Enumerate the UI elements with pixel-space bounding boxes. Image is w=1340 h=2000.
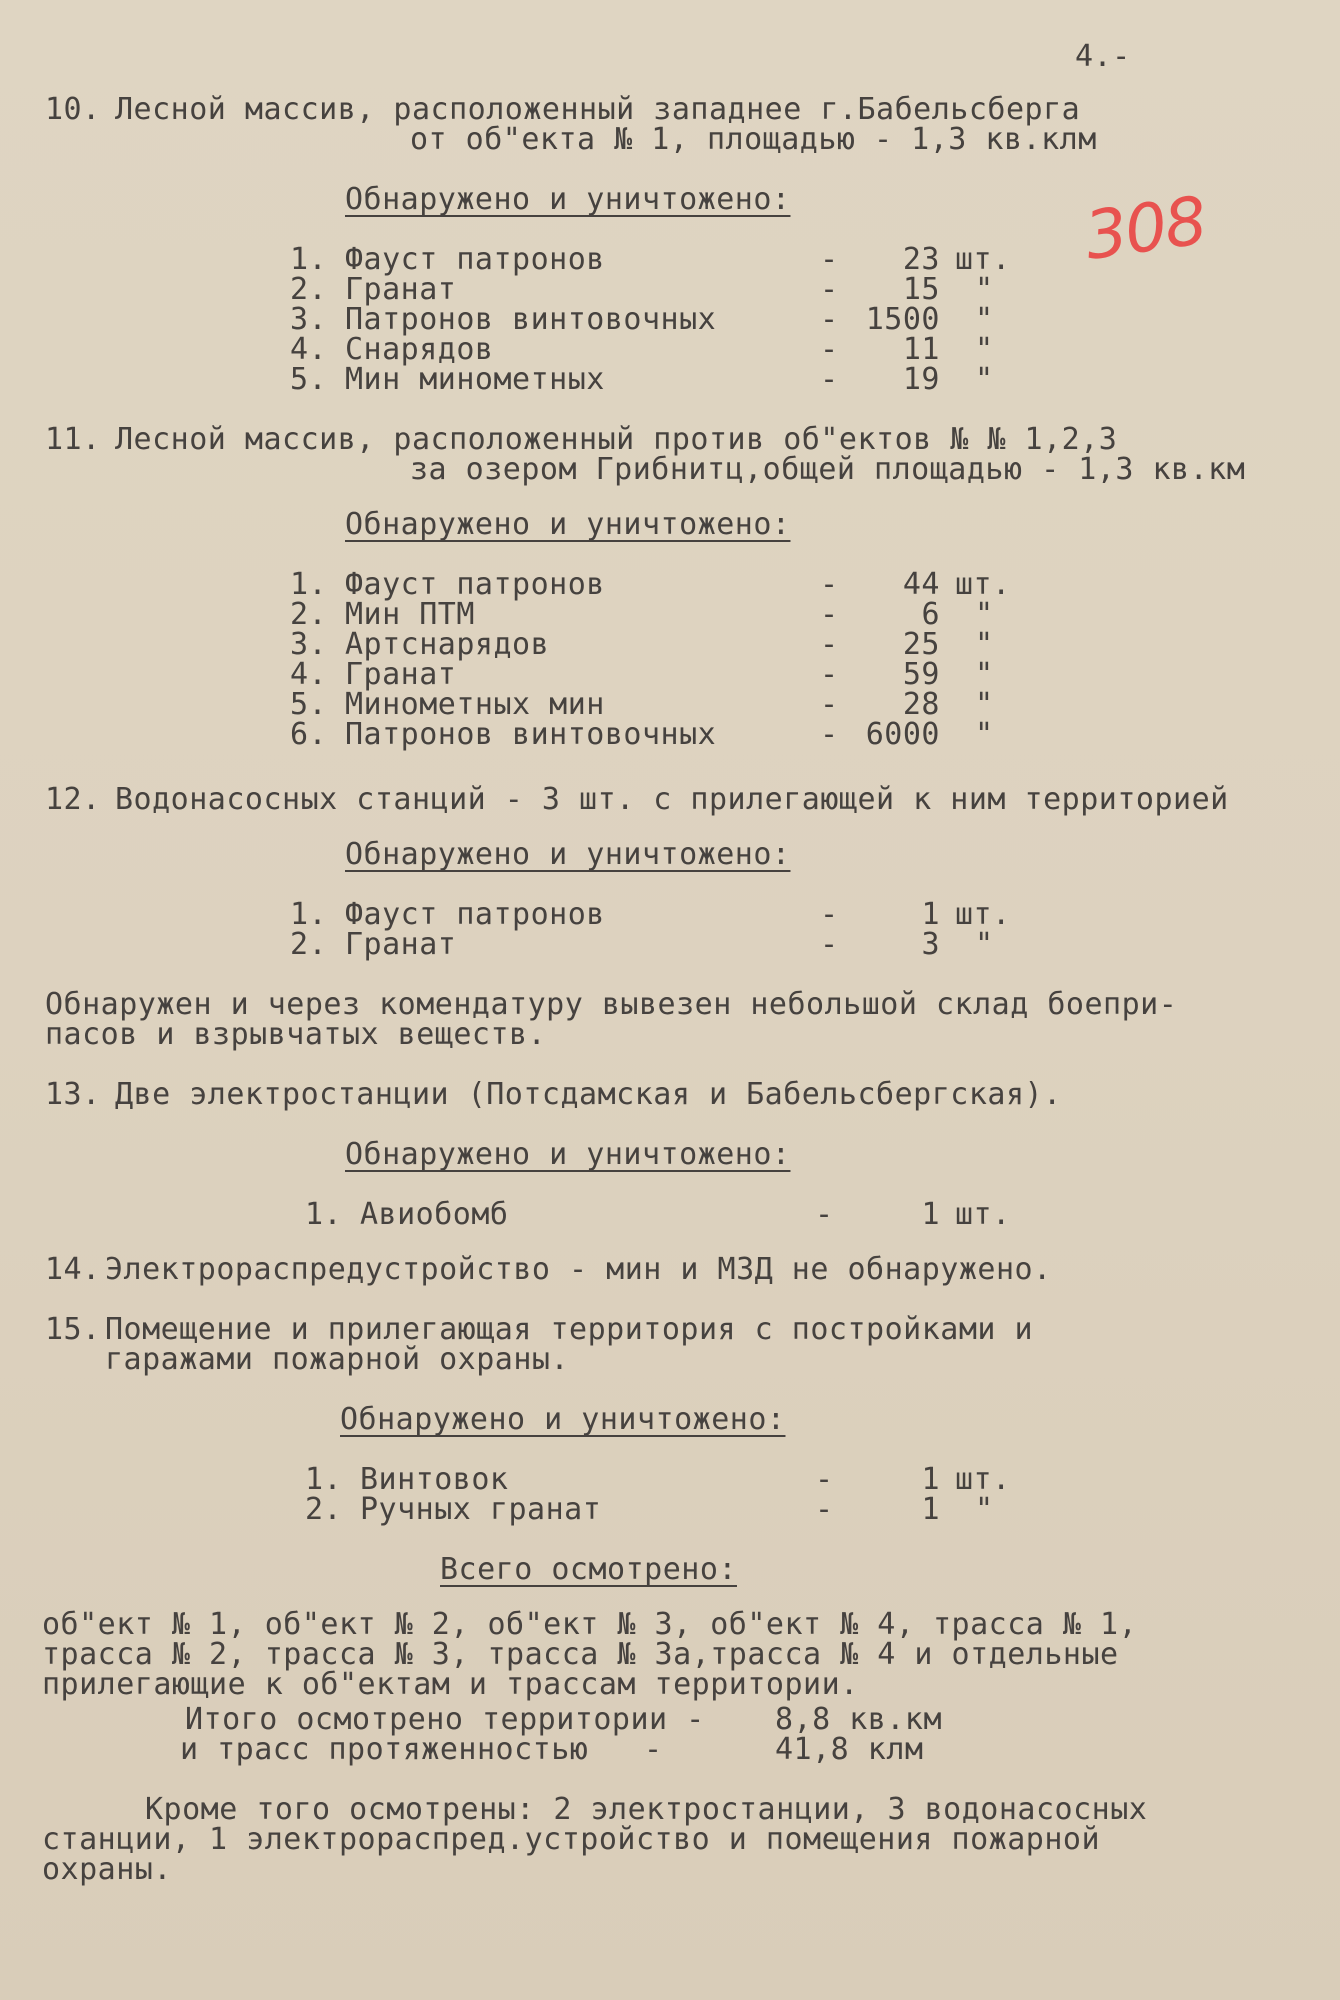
summary-line: прилегающие к об"ектам и трассам территории.	[42, 1667, 859, 1702]
item-qty: 28	[902, 687, 940, 722]
item-name: Артснарядов	[345, 627, 550, 662]
section-heading: Обнаружено и уничтожено:	[345, 1137, 791, 1172]
note-line: пасов и взрывчатых веществ.	[45, 1017, 547, 1052]
item-name: Авиобомб	[360, 1197, 509, 1232]
section-heading: Обнаружено и уничтожено:	[345, 182, 791, 217]
total-length-label: и трасс протяженностью -	[180, 1732, 663, 1767]
item-dash: -	[820, 657, 839, 692]
item-dash: -	[820, 302, 839, 337]
item-unit: "	[975, 687, 994, 722]
item-number: 2.	[305, 1492, 343, 1527]
item-name: Патронов винтовочных	[345, 717, 717, 752]
item-dash: -	[820, 362, 839, 397]
total-length-value: 41,8 клм	[775, 1732, 924, 1767]
item-dash: -	[820, 927, 839, 962]
item-qty: 1	[921, 897, 940, 932]
item-unit: "	[975, 362, 994, 397]
section-title-line: гаражами пожарной охраны.	[105, 1342, 570, 1377]
item-number: 1.	[305, 1197, 343, 1232]
item-name: Патронов винтовочных	[345, 302, 717, 337]
item-dash: -	[820, 272, 839, 307]
item-name: Фауст патронов	[345, 242, 605, 277]
section-title-line: Лесной массив, расположенный против об"ектов № № 1,2,3	[115, 422, 1118, 457]
item-unit: "	[975, 302, 994, 337]
item-dash: -	[820, 687, 839, 722]
item-number: 3.	[290, 627, 328, 662]
item-number: 1.	[290, 242, 328, 277]
item-unit: "	[975, 272, 994, 307]
item-qty: 1500	[865, 302, 940, 337]
item-number: 1.	[290, 567, 328, 602]
item-unit: шт.	[955, 897, 1011, 932]
item-name: Снарядов	[345, 332, 494, 367]
final-line: Кроме того осмотрены: 2 электростанции, 3 водонасосных	[145, 1792, 1148, 1827]
item-number: 4.	[290, 657, 328, 692]
section-title-line: от об"екта № 1, площадью - 1,3 кв.клм	[410, 122, 1097, 157]
final-line: станции, 1 электрораспред.устройство и помещения пожарной	[42, 1822, 1101, 1857]
item-unit: "	[975, 717, 994, 752]
item-number: 2.	[290, 597, 328, 632]
summary-heading: Всего осмотрено:	[440, 1552, 737, 1587]
item-qty: 1	[921, 1492, 940, 1527]
item-dash: -	[820, 627, 839, 662]
section-title-line: Две электростанции (Потсдамская и Бабельсбергская).	[115, 1077, 1062, 1112]
summary-line: об"ект № 1, об"ект № 2, об"ект № 3, об"ект № 4, трасса № 1,	[42, 1607, 1138, 1642]
section-number: 15.	[45, 1312, 101, 1347]
section-heading: Обнаружено и уничтожено:	[345, 837, 791, 872]
item-qty: 6	[921, 597, 940, 632]
item-dash: -	[820, 242, 839, 277]
item-number: 4.	[290, 332, 328, 367]
item-qty: 25	[902, 627, 940, 662]
item-name: Мин минометных	[345, 362, 605, 397]
item-unit: шт.	[955, 242, 1011, 277]
item-qty: 1	[921, 1197, 940, 1232]
item-dash: -	[820, 717, 839, 752]
section-number: 12.	[45, 782, 101, 817]
item-unit: "	[975, 332, 994, 367]
item-number: 2.	[290, 927, 328, 962]
item-qty: 44	[902, 567, 940, 602]
item-qty: 19	[902, 362, 940, 397]
section-number: 11.	[45, 422, 101, 457]
item-qty: 1	[921, 1462, 940, 1497]
section-heading: Обнаружено и уничтожено:	[345, 507, 791, 542]
item-number: 5.	[290, 362, 328, 397]
section-number: 10.	[45, 92, 101, 127]
section-title-line: Электрораспредустройство - мин и МЗД не обнаружено.	[105, 1252, 1052, 1287]
item-qty: 3	[921, 927, 940, 962]
section-number: 13.	[45, 1077, 101, 1112]
item-name: Ручных гранат	[360, 1492, 602, 1527]
item-name: Фауст патронов	[345, 897, 605, 932]
total-area-label: Итого осмотрено территории -	[185, 1702, 705, 1737]
section-title-line: Лесной массив, расположенный западнее г.Бабельсберга	[115, 92, 1081, 127]
section-title-line: за озером Грибнитц,общей площадью - 1,3 кв.км	[410, 452, 1246, 487]
item-unit: шт.	[955, 567, 1011, 602]
item-dash: -	[815, 1197, 834, 1232]
total-area-value: 8,8 кв.км	[775, 1702, 943, 1737]
archive-stamp-number: 308	[1080, 182, 1210, 275]
final-line: охраны.	[42, 1852, 172, 1887]
item-qty: 23	[902, 242, 940, 277]
item-number: 3.	[290, 302, 328, 337]
page-number: 4.-	[1075, 39, 1131, 74]
item-dash: -	[815, 1492, 834, 1527]
item-dash: -	[820, 567, 839, 602]
item-number: 2.	[290, 272, 328, 307]
item-number: 1.	[305, 1462, 343, 1497]
item-qty: 6000	[865, 717, 940, 752]
item-name: Минометных мин	[345, 687, 605, 722]
item-name: Мин ПТМ	[345, 597, 475, 632]
summary-line: трасса № 2, трасса № 3, трасса № 3а,трасса № 4 и отдельные	[42, 1637, 1119, 1672]
item-name: Фауст патронов	[345, 567, 605, 602]
item-unit: шт.	[955, 1462, 1011, 1497]
item-dash: -	[815, 1462, 834, 1497]
section-title-line: Водонасосных станций - 3 шт. с прилегающей к ним территорией	[115, 782, 1229, 817]
item-unit: шт.	[955, 1197, 1011, 1232]
item-unit: "	[975, 1492, 994, 1527]
item-dash: -	[820, 597, 839, 632]
item-unit: "	[975, 657, 994, 692]
item-unit: "	[975, 627, 994, 662]
item-dash: -	[820, 897, 839, 932]
item-number: 6.	[290, 717, 328, 752]
item-name: Гранат	[345, 927, 457, 962]
item-unit: "	[975, 597, 994, 632]
section-heading: Обнаружено и уничтожено:	[340, 1402, 786, 1437]
note-line: Обнаружен и через комендатуру вывезен небольшой склад боепри-	[45, 987, 1178, 1022]
item-name: Гранат	[345, 272, 457, 307]
item-number: 1.	[290, 897, 328, 932]
section-title-line: Помещение и прилегающая территория с постройками и	[105, 1312, 1034, 1347]
item-qty: 59	[902, 657, 940, 692]
item-name: Гранат	[345, 657, 457, 692]
item-number: 5.	[290, 687, 328, 722]
item-qty: 11	[902, 332, 940, 367]
item-name: Винтовок	[360, 1462, 509, 1497]
item-unit: "	[975, 927, 994, 962]
item-dash: -	[820, 332, 839, 367]
section-number: 14.	[45, 1252, 101, 1287]
item-qty: 15	[902, 272, 940, 307]
